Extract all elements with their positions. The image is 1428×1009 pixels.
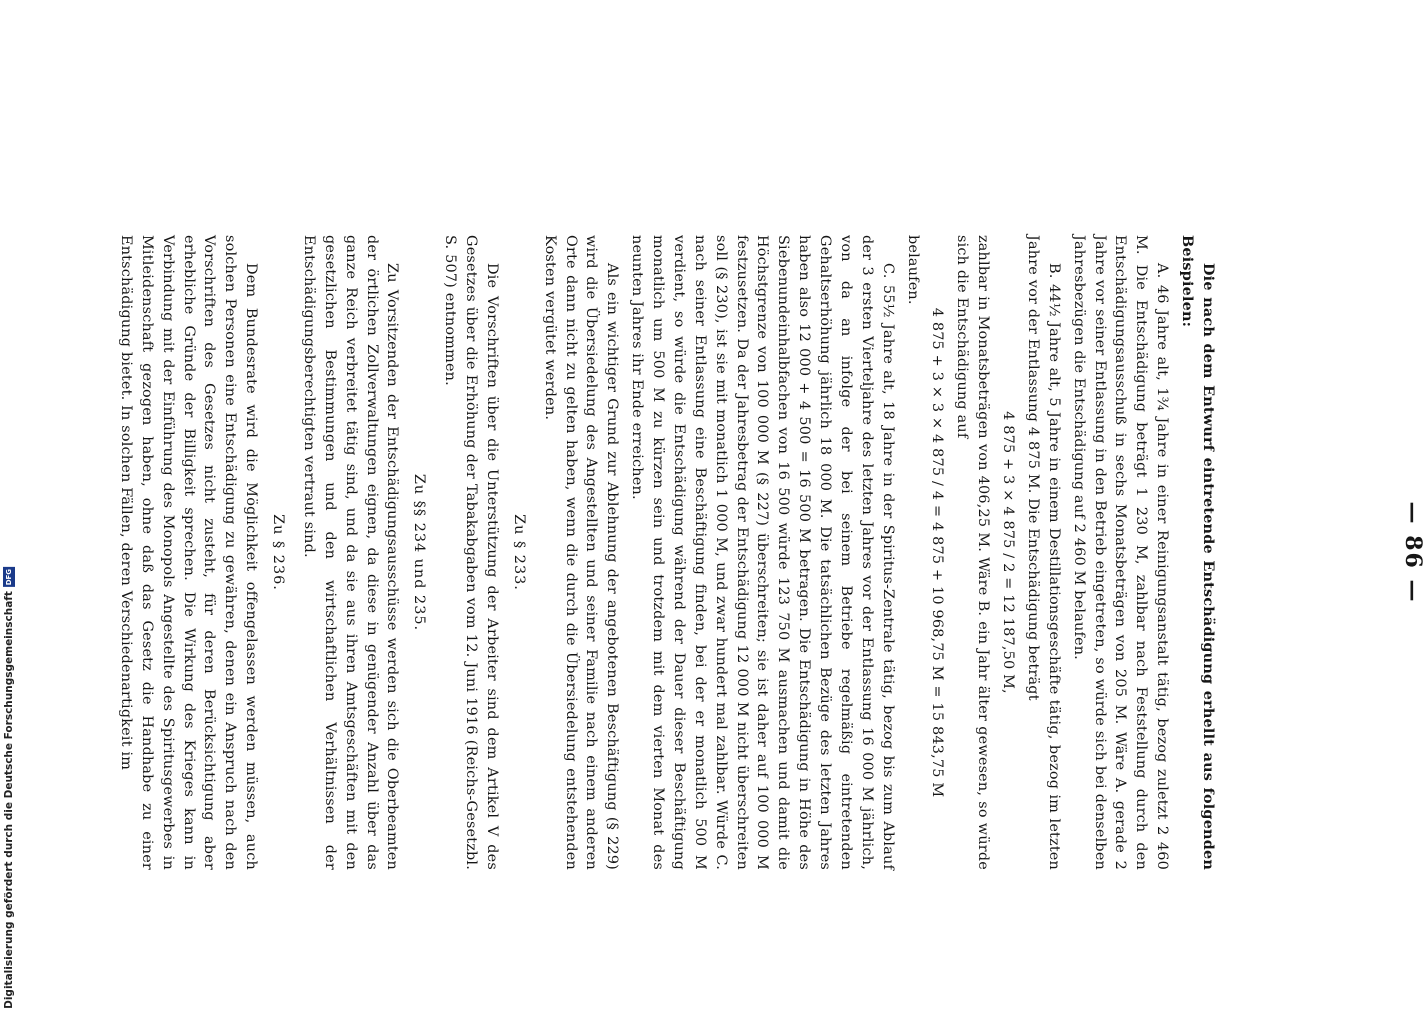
- page-number: — 86 —: [1400, 501, 1426, 604]
- credit-text: Digitalisierung gefördert durch die Deutsche Forschungsgemeinschaft: [3, 591, 15, 1009]
- section-236-text: Dem Bundesrate wird die Möglichkeit offengelassen werden müssen, auch solchen Personen eine Entschädigung zu gewähren, denen ein Anspruch nach den Vorschriften des Gesetzes nicht zusteht, für deren Berücksichtigung aber erhebliche Gründe der Billigkeit sprechen. Die Wirkung des Krieges kann in Verbindung mit der Einführung des Monopols Angestellte des Spiritusgewerbes in Mitleidenschaft gezogen haben, ohne daß das Gesetz die Handhabe zu einer Entschädigung bietet. In solchen Fällen, deren Verschiedenartigkeit im: [118, 235, 260, 870]
- belaufen-line: belaufen.: [904, 235, 921, 305]
- formula-1: 4 875 + 3 × 4 875 / 2 = 12 187,50 M,: [1000, 411, 1017, 694]
- document-page: [118, 235, 1426, 870]
- intro-paragraph: Die nach dem Entwurf eintretende Entschädigung erhellt aus folgenden Beispielen:: [1179, 235, 1217, 870]
- section-234-text: Zu Vorsitzenden der Entschädigungsausschüsse werden sich die Oberbeamten der örtlichen Zollverwaltungen eignen, da diese in genügender Anzahl über das ganze Reich verbreitet tätig sind, und da sie aus ihren Amtsgeschäften mit den gesetzlichen Bestimmungen und den wirtschaftlichen Verhältnissen der Entschädigungsberechtigten vertraut sind.: [301, 235, 401, 870]
- example-c-paragraph: C. 55½ Jahre alt, 18 Jahre in der Spiritus-Zentrale tätig, bezog bis zum Ablauf der 3 ersten Vierteljahre des letzten Jahres vor der Entlassung 16 000 M jährlich, von da an infolge der bei seinem Betriebe regelmäßig eintretenden Gehaltserhöhung jährlich 18 000 M. Die tatsächlichen Bezüge des letzten Jahres haben also 12 000 + 4 500 = 16 500 M betragen. Die Entschädigung in Höhe des Siebenundeinhalbfachen von 16 500 würde 123 750 M ausmachen und damit die Höchstgrenze von 100 000 M (§ 227) überschreiten; sie ist daher auf 100 000 M festzusetzen. Da der Jahresbetrag der Entschädigung 12 000 M nicht überschreiten soll (§ 230), ist sie mit monatlich 1 000 M, und zwar hundert mal zahlbar. Würde C. nach seiner Entlassung eine Beschäftigung finden, bei der er monatlich 500 M verdient, so würde die Entschädigung während der Dauer dieser Beschäftigung monatlich um 500 M zu kürzen sein und trotzdem mit dem vierten Monat des neunten Jahres ihr Ende erreichen.: [629, 235, 896, 870]
- section-heading-236: Zu § 236.: [270, 514, 287, 591]
- formula-2: 4 875 + 3 × 3 × 4 875 / 4 = 4 875 + 10 968,75 M = 15 843,75 M: [929, 307, 946, 798]
- example-b-continued: zahlbar in Monatsbeträgen von 406,25 M. Wäre B. ein Jahr älter gewesen, so würde sich die Entschädigung auf: [954, 235, 992, 870]
- example-b-paragraph: B. 44½ Jahre alt, 5 Jahre in einem Destillationsgeschäfte tätig, bezog im letzten Jahre vor der Entlassung 4 875 M. Die Entschädigung beträgt: [1025, 235, 1062, 870]
- dfg-logo: DFG: [5, 568, 13, 586]
- section-heading-233: Zu § 233.: [510, 514, 527, 591]
- reason-paragraph: Als ein wichtiger Grund zur Ablehnung der angebotenen Beschäftigung (§ 229) wird die Übersiedelung des Angestellten und seiner Familie nach einem anderen Orte dann nicht zu gelten haben, wenn die durch die Übersiedelung entstehenden Kosten vergütet werden.: [541, 235, 621, 870]
- section-233-text: Die Vorschriften über die Unterstützung der Arbeiter sind dem Artikel V des Gesetzes über die Erhöhung der Tabakabgaben vom 12. Juni 1916 (Reichs-Gesetzbl. S. 507) entnommen.: [442, 235, 500, 870]
- digitization-credit: [0, 0, 18, 1009]
- section-heading-234-235: Zu §§ 234 und 235.: [411, 473, 428, 632]
- example-a-paragraph: A. 46 Jahre alt, 1¾ Jahre in einer Reinigungsanstalt tätig, bezog zuletzt 2 460 M. Die Entschädigung beträgt 1 230 M, zahlbar nach Feststellung durch den Entschädigungsausschuß in sechs Monatsbeträgen von 205 M. Wäre A. gerade 2 Jahre vor seiner Entlassung in den Betrieb eingetreten, so würde sich bei denselben Jahresbezügen die Entschädigung auf 2 460 M belaufen.: [1070, 235, 1171, 870]
